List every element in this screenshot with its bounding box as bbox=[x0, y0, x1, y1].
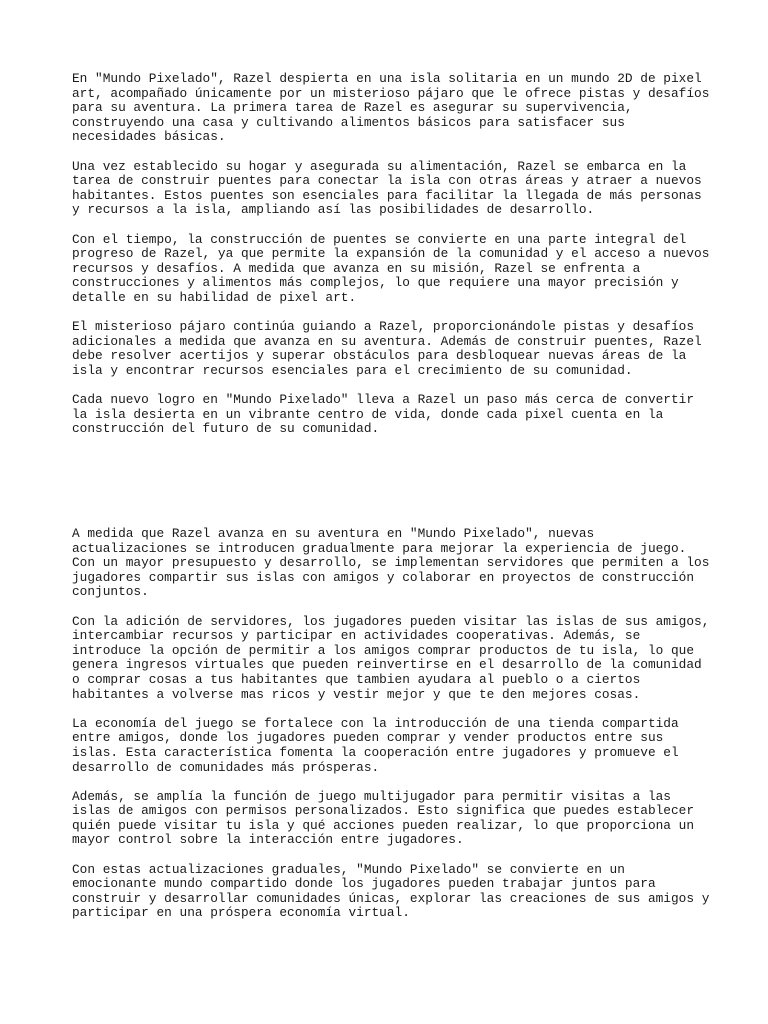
paragraph: El misterioso pájaro continúa guiando a Razel, proporcionándole pistas y desafíos adicionales a medida que avanza en su aventura. Además de construir puentes, Razel debe resolver acertijos y superar obstáculos para desbloquear nuevas áreas de la isla y encontrar recursos esenciales para el crecimiento de su comunidad. bbox=[72, 319, 702, 378]
paragraph: Con estas actualizaciones graduales, "Mundo Pixelado" se convierte en un emocionante mundo compartido donde los jugadores pueden trabajar juntos para construir y desarrollar comunidades únicas, explorar las creaciones de sus amigos y participar en una próspera economía virtual. bbox=[72, 861, 710, 921]
paragraph: Cada nuevo logro en "Mundo Pixelado" lleva a Razel un paso más cerca de convertir la isla desierta en un vibrante centro de vida, donde cada pixel cuenta en la construcción del futuro de su comunidad. bbox=[72, 392, 695, 437]
paragraph: Una vez establecido su hogar y asegurada su alimentación, Razel se embarca en la tarea de construir puentes para conectar la isla con otras áreas y atraer a nuevos habitantes. Estos puentes son esenciales para facilitar la llegada de más personas y recursos a la isla, ampliando así las posibilidades de desarrollo. bbox=[72, 158, 702, 218]
paragraph: En "Mundo Pixelado", Razel despierta en una isla solitaria en un mundo 2D de pixel art, acompañado únicamente por un misterioso pájaro que le ofrece pistas y desafíos para su aventura. La primera tarea de Razel es asegurar su supervivencia, construyendo una casa y cultivando alimentos básicos para satisfacer sus necesidades básicas. bbox=[72, 71, 710, 145]
paragraph: Con el tiempo, la construcción de puentes se convierte en una parte integral del progreso de Razel, ya que permite la expansión de la comunidad y el acceso a nuevos recursos y desafíos. A medida que avanza en su misión, Razel se enfrenta a construcciones y alimentos más complejos, lo que requiere una mayor precisión y detalle en su habilidad de pixel art. bbox=[72, 231, 710, 305]
paragraph: Además, se amplía la función de juego multijugador para permitir visitas a las islas de amigos con permisos personalizados. Esto significa que puedes establecer quién puede visitar tu isla y qué acciones pueden realizar, lo que proporciona un mayor control sobre la interacción entre jugadores. bbox=[72, 788, 695, 848]
story-section-intro bbox=[72, 72, 712, 451]
story-section-updates bbox=[72, 527, 712, 936]
paragraph: La economía del juego se fortalece con la introducción de una tienda compartida entre amigos, donde los jugadores pueden comprar y vender productos entre sus islas. Esta característica fomenta la cooperación entre jugadores y promueve el desarrollo de comunidades más prósperas. bbox=[72, 715, 679, 775]
paragraph: A medida que Razel avanza en su aventura en "Mundo Pixelado", nuevas actualizaciones se introducen gradualmente para mejorar la experiencia de juego. Con un mayor presupuesto y desarrollo, se implementan servidores que permiten a los jugadores compartir sus islas con amigos y colaborar en proyectos de construcción conjuntos. bbox=[72, 526, 710, 600]
paragraph: Con la adición de servidores, los jugadores pueden visitar las islas de sus amigos, intercambiar recursos y participar en actividades cooperativas. Además, se introduce la opción de permitir a los amigos comprar productos de tu isla, lo que genera ingresos virtuales que pueden reinvertirse en el desarrollo de la comunidad o comprar cosas a tus habitantes que tambien ayudara al pueblo o a ciertos habitantes a volverse mas ricos y vestir mejor y que te den mejores cosas. bbox=[72, 613, 710, 702]
